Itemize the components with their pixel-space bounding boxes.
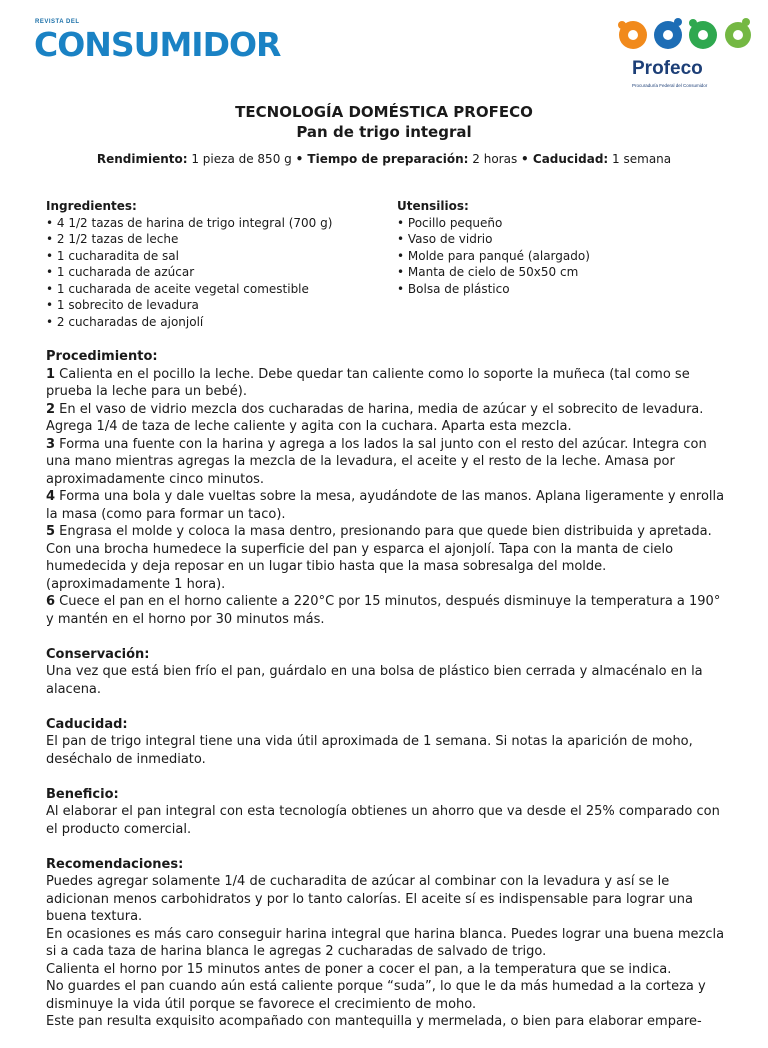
step-text: En el vaso de vidrio mezcla dos cucharadas de harina, media de azúcar y el sobrecito de levadura. Agrega 1/4 de taza de leche caliente y agita con la cuchara. Aparta esta mezcla. (46, 401, 704, 434)
utensils-list (397, 215, 727, 298)
masthead-kicker: REVISTA DEL (35, 19, 80, 25)
people-figures-icon (613, 18, 753, 58)
expiry-text: El pan de trigo integral tiene una vida útil aproximada de 1 semana. Si notas la aparición de moho, deséchalo de inmediato. (46, 734, 693, 767)
benefit-title: Beneficio: (46, 786, 119, 802)
procedure-step (46, 401, 726, 436)
benefit-section (46, 786, 726, 839)
expiry-title: Caducidad: (46, 716, 128, 732)
ingredients-list (46, 215, 376, 331)
procedure-title: Procedimiento: (46, 349, 158, 364)
profeco-subtitle: Procuraduría Federal del Consumidor (632, 83, 708, 88)
procedure-step (46, 488, 726, 523)
list-item: • 1 cucharada de azúcar (46, 264, 376, 281)
conservation-title: Conservación: (46, 646, 150, 662)
section-heading: TECNOLOGÍA DOMÉSTICA PROFECO (235, 103, 533, 121)
yield-label: Rendimiento: (96, 152, 188, 166)
benefit-text: Al elaborar el pan integral con esta tecnología obtienes un ahorro que va desde el 25% comparado con el producto comercial. (46, 804, 720, 837)
recipe-title: Pan de trigo integral (296, 123, 472, 141)
expiry-label: Caducidad: (528, 152, 609, 166)
meta-separator: • (295, 152, 304, 166)
expiry-value: 1 semana (608, 152, 672, 166)
procedure-step (46, 523, 726, 593)
prep-time-value: 2 horas (468, 152, 522, 166)
procedure-step (46, 366, 726, 401)
recipe-meta (0, 151, 768, 167)
step-text: Engrasa el molde y coloca la masa dentro, presionando para que quede bien distribuida y apretada. Con una brocha humedece la superficie del pan y esparca el ajonjolí. Tapa con la manta de cielo humedecida y deja reposar en un lugar tibio hasta que la masa sobresalga del molde. (aproximadamente 1 hora). (46, 524, 712, 592)
recommendation-paragraph: Puedes agregar solamente 1/4 de cucharadita de azúcar al combinar con la levadura y así se le adicionan menos carbohidratos y por lo tanto calorías. El aceite sí es indispensable para lograr una buena textura. (46, 874, 693, 924)
ingredients-title: Ingredientes: (46, 199, 137, 213)
prep-time-label: Tiempo de preparación: (303, 152, 469, 166)
ingredients-section (46, 198, 376, 330)
yield-value: 1 pieza de 850 g (187, 152, 296, 166)
recommendations-section (46, 856, 726, 1031)
step-text: Forma una bola y dale vueltas sobre la mesa, ayudándote de las manos. Aplana ligeramente y enrolla la masa (como para formar un taco). (46, 489, 725, 522)
list-item: • Pocillo pequeño (397, 215, 727, 232)
list-item: • 1 cucharadita de sal (46, 248, 376, 265)
step-number: 1 (46, 366, 56, 382)
recommendation-paragraph: Este pan resulta exquisito acompañado con mantequilla y mermelada, o bien para elaborar empare- (46, 1014, 702, 1029)
list-item: • 1 cucharada de aceite vegetal comestible (46, 281, 376, 298)
profeco-figures-icon (613, 18, 756, 58)
step-text: Forma una fuente con la harina y agrega a los lados la sal junto con el resto del azúcar. Integra con una mano mientras agregas la mezcla de la levadura, el aceite y el resto de la leche. Amasa por aproximadamente cinco minutos. (46, 436, 707, 487)
step-text: Cuece el pan en el horno caliente a 220°C por 15 minutos, después disminuye la temperatura a 190° y mantén en el horno por 30 minutos más. (46, 594, 721, 627)
utensils-title: Utensilios: (397, 199, 469, 213)
masthead-brand: CONSUMIDOR (34, 25, 281, 64)
recommendation-paragraph: Calienta el horno por 15 minutos antes de poner a cocer el pan, a la temperatura que se indica. (46, 961, 672, 977)
step-number: 4 (46, 489, 56, 504)
profeco-name: Profeco (632, 58, 703, 79)
procedure-step (46, 436, 726, 489)
step-number: 5 (46, 524, 56, 539)
recipe-body (46, 348, 726, 1048)
expiry-section (46, 716, 726, 769)
list-item: • 2 1/2 tazas de leche (46, 231, 376, 248)
step-number: 3 (46, 436, 56, 452)
list-item: • 4 1/2 tazas de harina de trigo integral (700 g) (46, 215, 376, 232)
list-item: • Bolsa de plástico (397, 281, 727, 298)
recommendation-paragraph: No guardes el pan cuando aún está caliente porque “suda”, lo que le da más humedad a la corteza y disminuye la vida útil porque se favorece el crecimiento de moho. (46, 979, 706, 1012)
magazine-masthead (34, 19, 304, 67)
step-text: Calienta en el pocillo la leche. Debe quedar tan caliente como lo soporte la muñeca (tal como se prueba la leche para un bebé). (46, 366, 690, 399)
document-title (0, 102, 768, 142)
conservation-text: Una vez que está bien frío el pan, guárdalo en una bolsa de plástico bien cerrada y almacénalo en la alacena. (46, 664, 703, 697)
recommendation-paragraph: En ocasiones es más caro conseguir harina integral que harina blanca. Puedes lograr una buena mezcla si a cada taza de harina blanca le agregas 2 cucharadas de salvado de trigo. (46, 926, 725, 959)
meta-separator: • (521, 152, 529, 166)
procedure-step (46, 593, 726, 628)
list-item: • 2 cucharadas de ajonjolí (46, 314, 376, 331)
conservation-section (46, 646, 726, 699)
utensils-section (397, 198, 727, 297)
list-item: • Vaso de vidrio (397, 231, 727, 248)
list-item: • 1 sobrecito de levadura (46, 297, 376, 314)
step-number: 6 (46, 594, 56, 609)
list-item: • Manta de cielo de 50x50 cm (397, 264, 727, 281)
profeco-logo (611, 18, 756, 92)
list-item: • Molde para panqué (alargado) (397, 248, 727, 265)
recommendations-title: Recomendaciones: (46, 856, 184, 872)
procedure-section (46, 348, 726, 628)
step-number: 2 (46, 401, 56, 417)
